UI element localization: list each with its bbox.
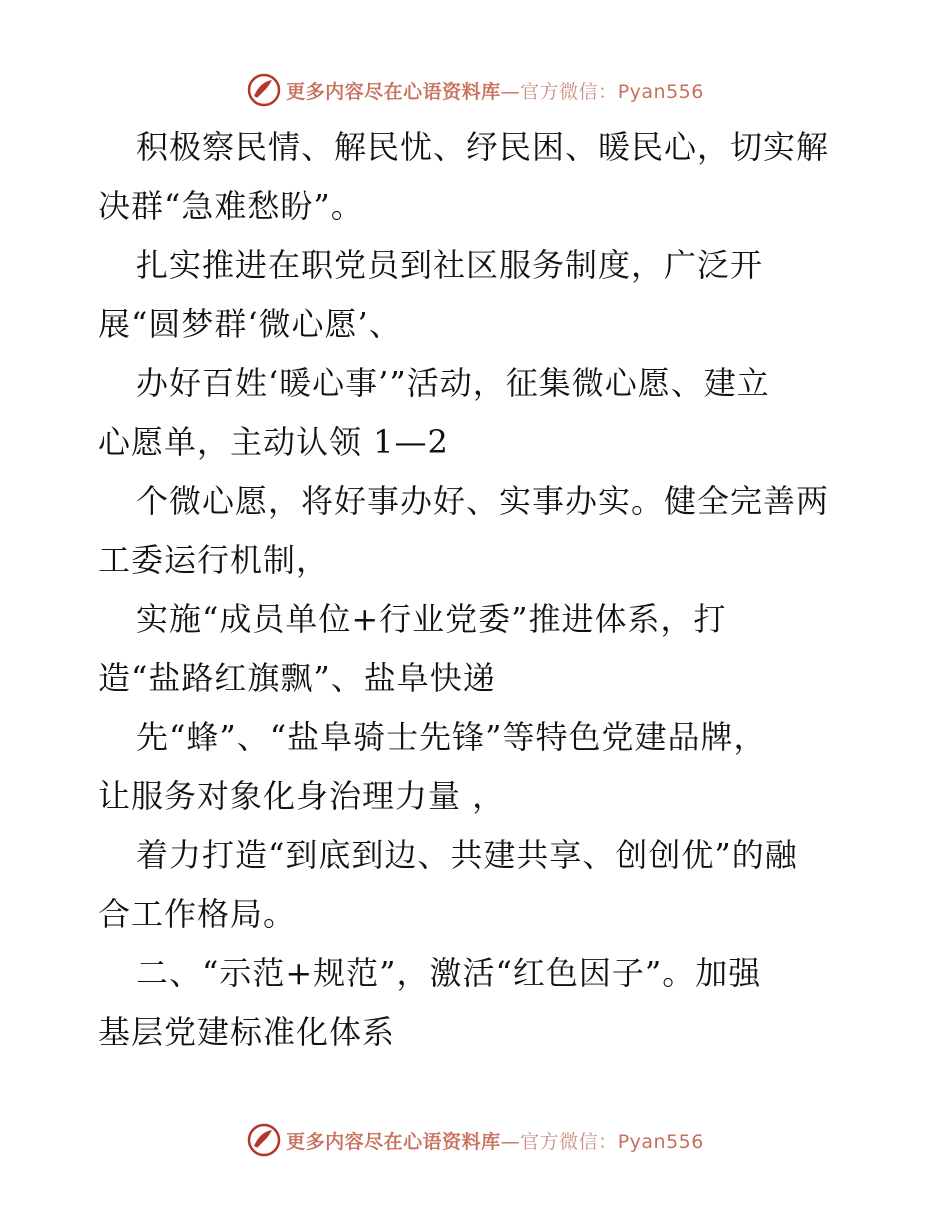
text-line: 二、“示范+规范”，激活“红色因子”。加强 xyxy=(136,954,762,992)
watermark-sub: 官方微信： xyxy=(520,80,618,103)
text-line: 造“盐路红旗飘”、盐阜快递 xyxy=(98,659,496,697)
text-line: 决群“急难愁盼”。 xyxy=(98,187,364,225)
watermark-id: Pyan556 xyxy=(617,80,704,103)
text-line: 展“圆梦群‘微心愿’、 xyxy=(98,305,402,343)
book-logo-icon xyxy=(246,72,282,108)
watermark-text xyxy=(286,1127,704,1154)
text-line: 个微心愿，将好事办好、实事办实。健全完善两 xyxy=(136,482,830,520)
text-line: 办好百姓‘暖心事’”活动，征集微心愿、建立 xyxy=(136,364,770,402)
watermark-main: 更多内容尽在心语资料库 xyxy=(286,1130,501,1153)
watermark-sub: 官方微信： xyxy=(520,1130,618,1153)
book-logo-icon xyxy=(246,1122,282,1158)
watermark-id: Pyan556 xyxy=(617,1130,704,1153)
text-line: 积极察民情、解民忧、纾民困、暖民心，切实解 xyxy=(136,128,830,166)
text-line: 工委运行机制， xyxy=(98,541,330,579)
header-watermark xyxy=(0,70,950,110)
document-body xyxy=(98,118,858,1062)
text-line: 着力打造“到底到边、共建共享、创创优”的融 xyxy=(136,836,798,874)
text-line: 先“蜂”、“盐阜骑士先锋”等特色党建品牌， xyxy=(136,718,767,756)
text-line: 让服务对象化身治理力量 ， xyxy=(98,777,506,815)
text-line: 基层党建标准化体系 xyxy=(98,1013,396,1051)
text-line: 实施“成员单位+行业党委”推进体系，打 xyxy=(136,600,727,638)
footer-watermark xyxy=(0,1120,950,1160)
watermark-main: 更多内容尽在心语资料库 xyxy=(286,80,501,103)
text-line: 合工作格局。 xyxy=(98,895,297,933)
watermark-separator: — xyxy=(500,1130,521,1153)
text-line: 心愿单，主动认领 1—2 xyxy=(98,423,449,461)
text-line: 扎实推进在职党员到社区服务制度，广泛开 xyxy=(136,246,764,284)
watermark-text xyxy=(286,77,704,104)
watermark-separator: — xyxy=(500,80,521,103)
